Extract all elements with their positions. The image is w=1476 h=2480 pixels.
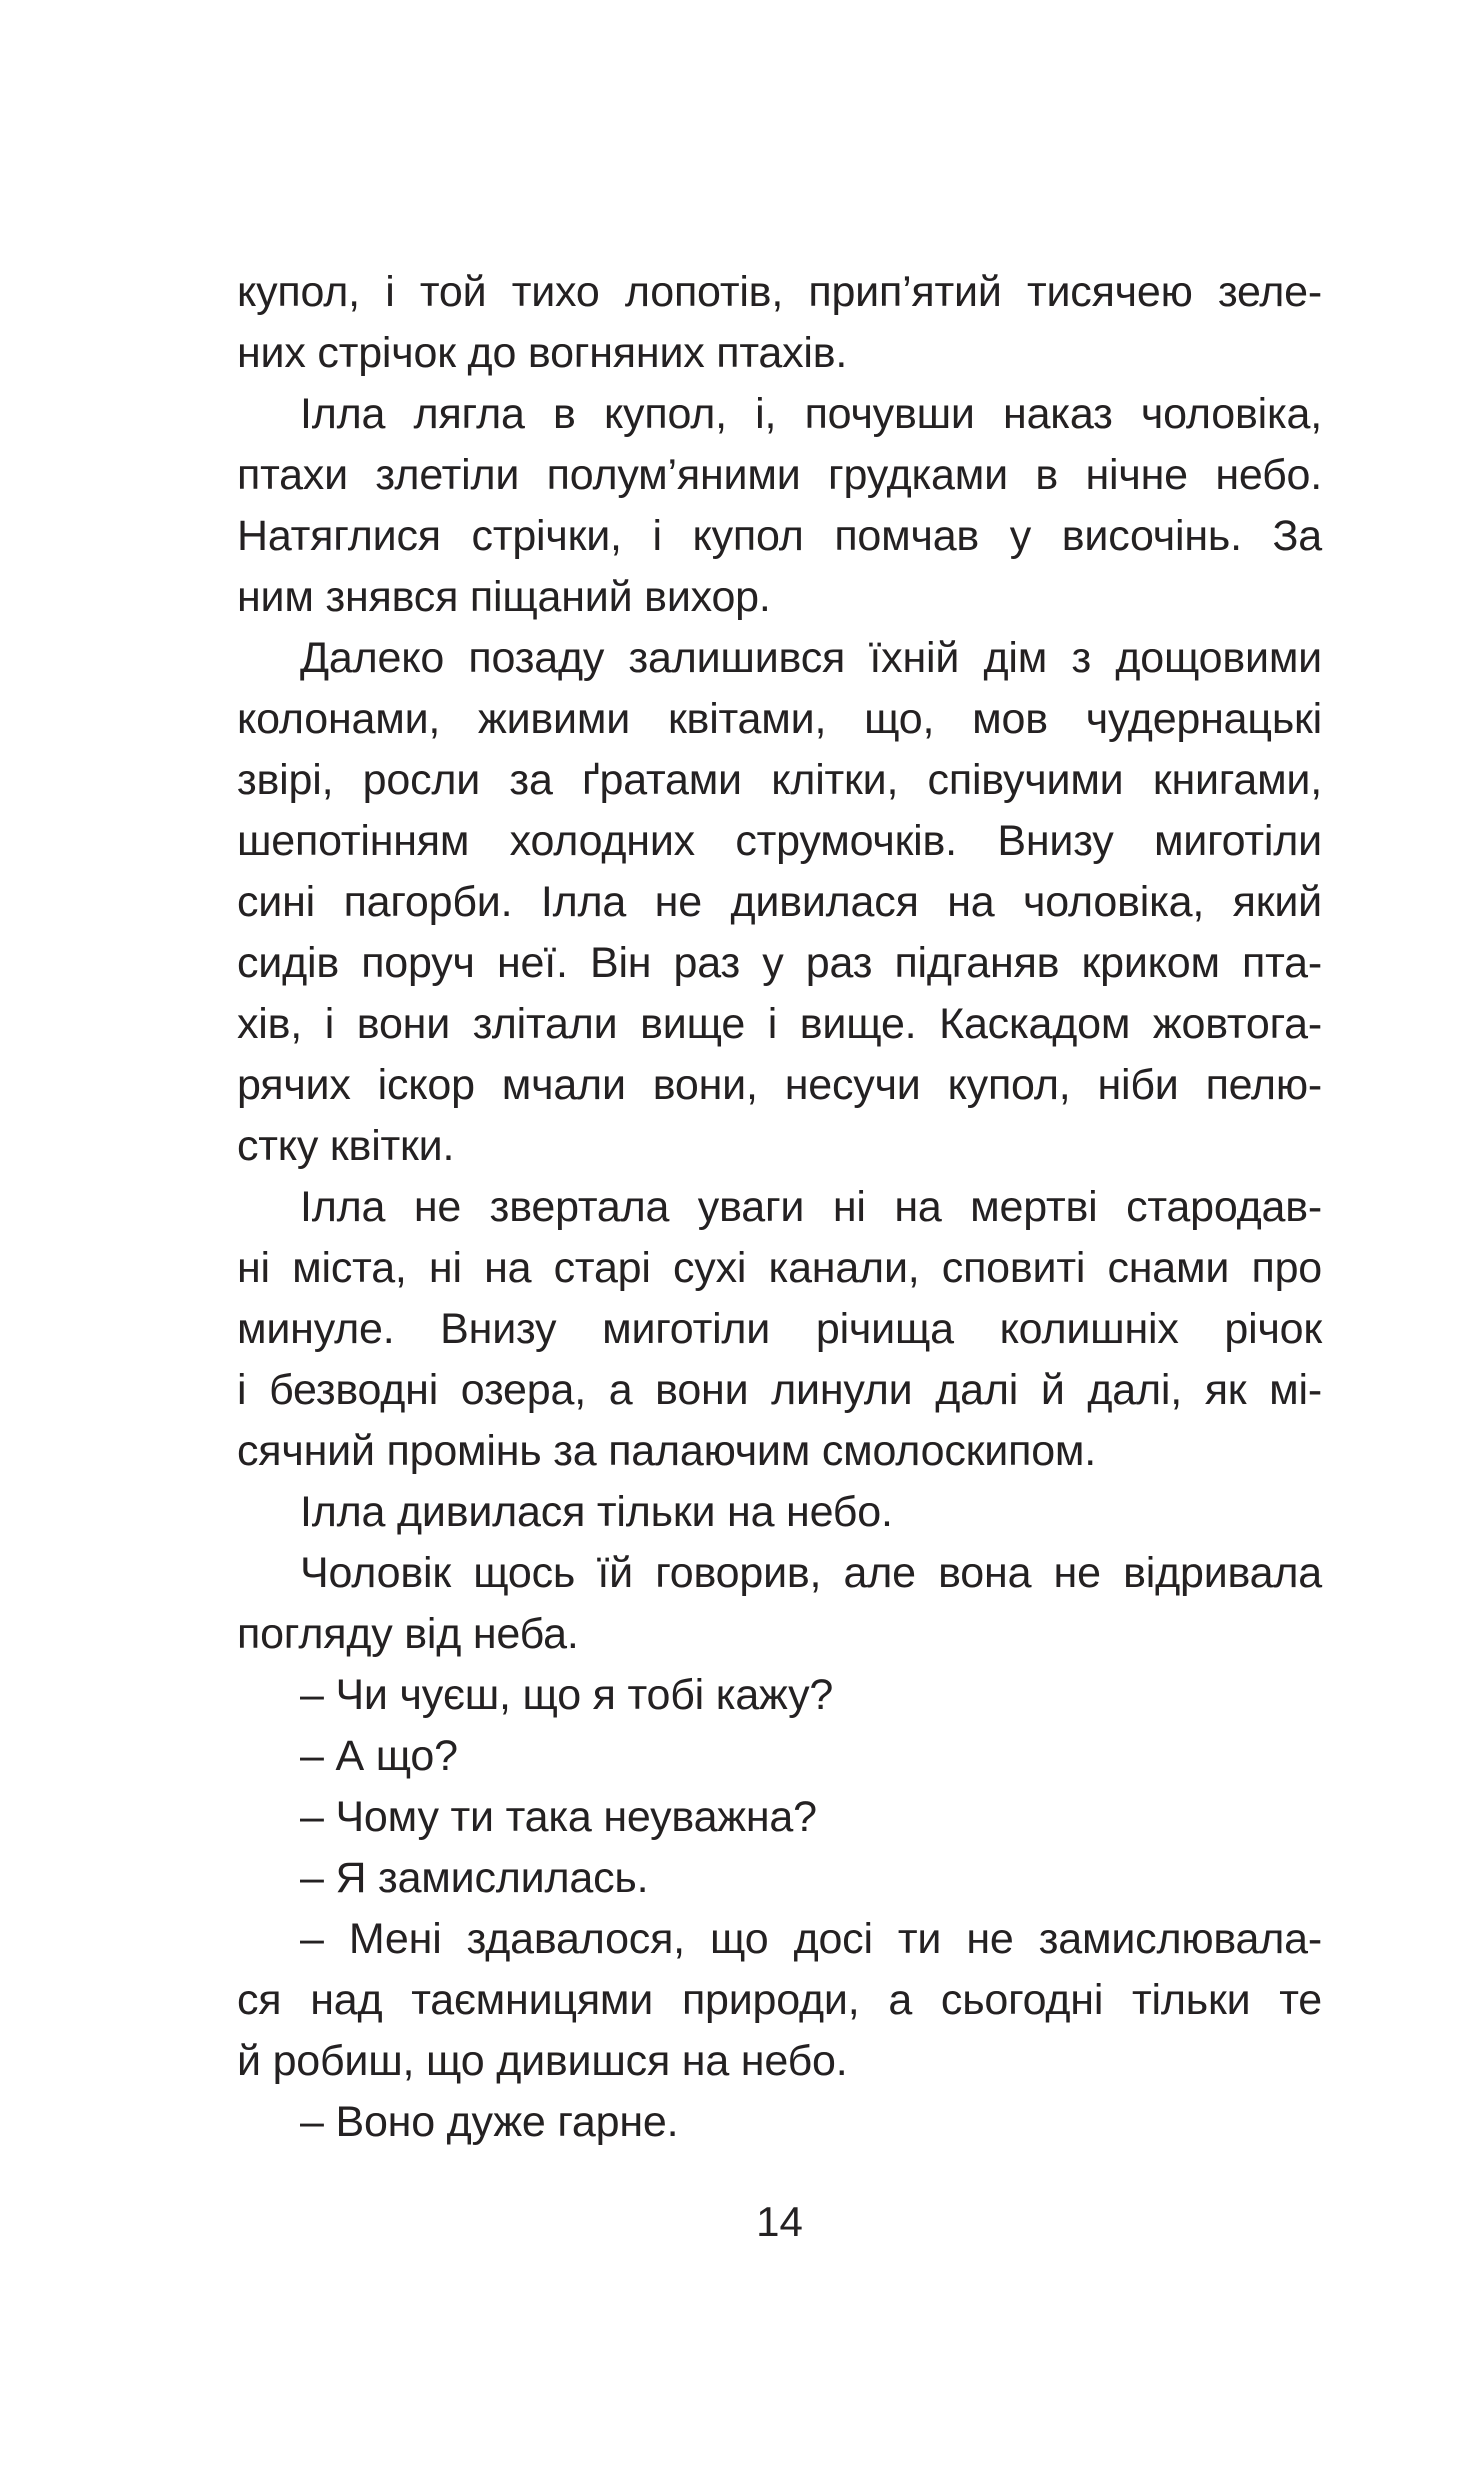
page-text-block bbox=[237, 262, 1322, 2153]
text-line: Натяглися стрічки, і купол помчав у височінь. За bbox=[237, 512, 1322, 560]
text-line: ся над таємницями природи, а сьогодні тільки те bbox=[237, 1976, 1322, 2024]
text-line: Чоловік щось їй говорив, але вона не відривала bbox=[300, 1549, 1322, 1597]
text-line: Ілла лягла в купол, і, почувши наказ чоловіка, bbox=[300, 390, 1322, 438]
text-line: сині пагорби. Ілла не дивилася на чоловіка, який bbox=[237, 878, 1322, 926]
text-line: – Мені здавалося, що досі ти не замислювала- bbox=[300, 1915, 1322, 1963]
text-line: Ілла дивилася тільки на небо. bbox=[300, 1488, 893, 1536]
text-line: – Я замислилась. bbox=[300, 1854, 649, 1902]
text-line: – А що? bbox=[300, 1732, 458, 1780]
text-line: рячих іскор мчали вони, несучи купол, ніби пелю- bbox=[237, 1061, 1322, 1109]
text-line: і безводні озера, а вони линули далі й далі, як мі- bbox=[237, 1366, 1322, 1414]
text-line: – Чи чуєш, що я тобі кажу? bbox=[300, 1671, 834, 1719]
text-line: купол, і той тихо лопотів, прип’ятий тисячею зеле- bbox=[237, 268, 1322, 316]
text-line: минуле. Внизу миготіли річища колишніх річок bbox=[237, 1305, 1322, 1353]
text-line: погляду від неба. bbox=[237, 1610, 579, 1658]
text-line: сячний промінь за палаючим смолоскипом. bbox=[237, 1427, 1097, 1475]
text-line: – Чому ти така неуважна? bbox=[300, 1793, 817, 1841]
text-line: шепотінням холодних струмочків. Внизу миготіли bbox=[237, 817, 1322, 865]
text-line: – Воно дуже гарне. bbox=[300, 2098, 679, 2146]
text-line: Далеко позаду залишився їхній дім з дощовими bbox=[300, 634, 1322, 682]
text-line: звірі, росли за ґратами клітки, співучими книгами, bbox=[237, 756, 1322, 804]
text-line: хів, і вони злітали вище і вище. Каскадом жовтога- bbox=[237, 1000, 1322, 1048]
text-line: ним знявся піщаний вихор. bbox=[237, 573, 771, 621]
text-line: стку квітки. bbox=[237, 1122, 455, 1170]
text-line: ні міста, ні на старі сухі канали, сповиті снами про bbox=[237, 1244, 1322, 1292]
page-number: 14 bbox=[756, 2198, 803, 2245]
text-line: птахи злетіли полум’яними грудками в нічне небо. bbox=[237, 451, 1322, 499]
text-line: й робиш, що дивишся на небо. bbox=[237, 2037, 848, 2085]
text-line: колонами, живими квітами, що, мов чудернацькі bbox=[237, 695, 1322, 743]
text-line: сидів поруч неї. Він раз у раз підганяв криком пта- bbox=[237, 939, 1322, 987]
text-line: них стрічок до вогняних птахів. bbox=[237, 329, 848, 377]
text-line: Ілла не звертала уваги ні на мертві стародав- bbox=[300, 1183, 1322, 1231]
